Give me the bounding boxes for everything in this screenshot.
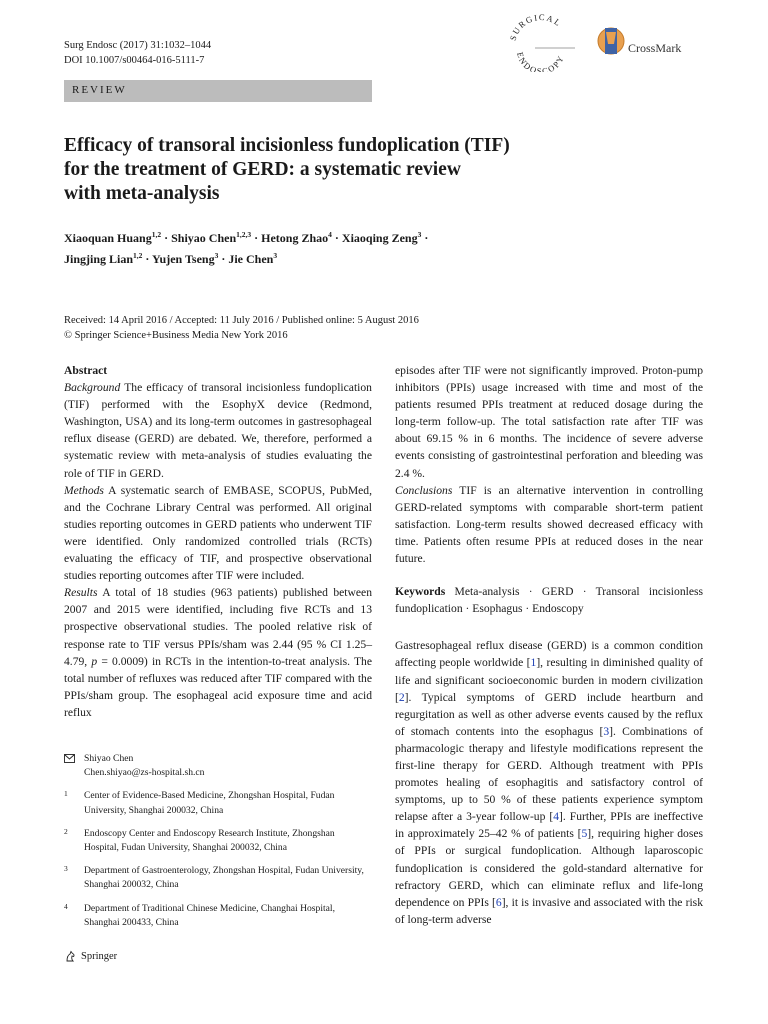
header-logos [505,14,715,72]
affiliation-note [64,902,372,930]
results-continued: episodes after TIF were not significantly improved. Proton-pump inhibitors (PPIs) usage increased with time and most of the patients resumed PPIs treatment at reduced dosage during the long-term follow-up. The total satisfaction rate after TIF was about 69.15 % in 6 months. The incidence of severe adverse events consisting of gastrointestinal perforation and bleeding was 2.4 %. [395,364,703,480]
keywords [395,583,703,617]
abstract-left-column [64,362,372,721]
abstract-heading: Abstract [64,364,108,377]
correspondence-note [64,752,372,780]
publisher-name[interactable]: Springer [81,951,118,962]
history-line: Received: 14 April 2016 / Accepted: 11 July 2016 / Published online: 5 August 2016 [64,315,419,326]
title-line: for the treatment of GERD: a systematic review [64,159,461,180]
results-text: = 0.0009) in RCTs in the intention-to-treat analysis. The total number of refluxes was reduced after TIF compared with the PPIs/sham group. The esophageal acid exposure time and acid reflux [64,654,372,719]
envelope-icon [64,754,75,763]
author-affiliation: 3 [214,251,219,260]
background-label: Background [64,381,121,395]
intro-text: ]. Further, PPIs are ineffective in approximately 25–42 % of patients [ [395,810,703,841]
copyright-line: © Springer Science+Business Media New York 2016 [64,329,288,341]
citation-link[interactable]: 4 [553,810,560,824]
author-separator: · [145,252,150,266]
affiliation-number: 1 [64,789,68,799]
background-text: The efficacy of transoral incisionless fundoplication (TIF) performed with the EsophyX device (Redmond, Washington, USA) and its long-term outcomes in gastresophageal reflux disease (GERD) are debated. We, therefore, performed a systematic review with meta-analysis of studies evaluating the role of TIF in GERD. [64,381,372,480]
title-line: with meta-analysis [64,183,220,204]
publisher-footer [64,950,117,963]
affiliation-text: Department of Traditional Chinese Medicine, Changhai Hospital, Shanghai 200433, China [84,902,335,928]
footnotes [64,752,372,939]
intro-text: ]. Typical symptoms of GERD include heartburn and regurgitation as well as other adverse events caused by the reflux of stomach contents into the esophagus [ [395,690,703,738]
citation-link[interactable]: 1 [530,656,537,670]
affiliation-note [64,789,372,817]
author-line [64,247,584,268]
intro-text: Gastresophageal reflux disease (GERD) is a common condition affecting people worldwide [ [395,639,703,670]
article-title [64,134,624,206]
author-name[interactable]: Hetong Zhao [261,231,329,245]
intro-text: ]. Combinations of pharmacologic therapy and lifestyle modifications represent the first-line therapy for GERD. Although treatment with PPIs promotes healing of esophagitis and satisfactory control of symptoms, up to 50 % of these patients experience symptom relapse after a 3-year follow-up [ [395,724,703,824]
results-label: Results [64,586,98,600]
methods-label: Methods [64,483,104,497]
results-text: A total of 18 studies (963 patients) published between 2007 and 2015 were identified, including five RCTs and 13 prospective observational studies. The pooled relative risk of response rate to TIF versus PPIs/sham was 2.44 (95 % CI 1.25–4.79, [64,586,372,668]
keywords-text: Meta-analysis · GERD · Transoral incisionless fundoplication · Esophagus · Endoscopy [395,585,704,616]
correspondence-name: Shiyao Chen [84,753,134,764]
intro-text: ], requiring higher doses of PPIs or surgical fundoplication. Although laparoscopic fundoplication is considered the gold-standard alternative for refractory GERD, which can eliminate reflux and life-long dependence on PPIs [ [395,827,703,909]
section-label-bar [64,80,372,102]
conclusions-text: TIF is an alternative intervention in controlling GERD-related symptoms with comparable short-term patient satisfaction. Long-term results showed decreased efficacy with time. Patients often resume PPIs at reduced doses in the near future. [395,483,703,566]
citation-link[interactable]: 6 [495,895,502,909]
abstract-right-column [395,362,703,928]
crossmark-icon[interactable] [597,24,625,60]
citation-link[interactable]: 5 [581,827,588,841]
affiliation-number: 2 [64,826,68,836]
affiliation-note [64,864,372,892]
author-name[interactable]: Yujen Tseng [151,252,215,266]
journal-citation: Surg Endosc (2017) 31:1032–1044 [64,40,212,51]
abstract-methods [64,482,372,585]
author-affiliation: 1,2 [151,230,162,239]
title-line: Efficacy of transoral incisionless fundoplication (TIF) [64,135,510,156]
author-name[interactable]: Xiaoquan Huang [64,231,152,245]
citation-link[interactable]: 2 [398,690,405,704]
author-list [64,226,584,268]
p-value-symbol: p [91,654,98,668]
introduction-paragraph [395,637,703,928]
affiliation-text: Endoscopy Center and Endoscopy Research Institute, Zhongshan Hospital, Fudan University, Shanghai 200032, China [84,827,335,854]
intro-text: ], it is invasive and associated with the risk of long-term adverse [395,895,703,926]
abstract-background [64,379,372,482]
abstract-results [64,584,372,721]
author-affiliation: 1,2 [133,251,143,260]
abstract-conclusions [395,482,703,567]
section-label: REVIEW [72,84,127,96]
author-affiliation: 3 [417,230,422,239]
keywords-heading: Keywords [395,585,446,599]
author-separator: · [424,231,429,245]
svg-text:SURGICAL [508,14,564,42]
author-name[interactable]: Xiaoqing Zeng [341,231,418,245]
crossmark-label[interactable]: CrossMark [628,41,682,55]
publication-dates [64,314,419,343]
affiliation-text: Department of Gastroenterology, Zhongshan Hospital, Fudan University, Shanghai 200032, China [84,865,364,891]
springer-horse-icon [64,950,77,963]
affiliation-text: Center of Evidence-Based Medicine, Zhongshan Hospital, Fudan University, Shanghai 200032, China [84,790,335,816]
author-separator: · [254,231,259,245]
affiliation-number: 3 [64,864,68,874]
author-name[interactable]: Shiyao Chen [171,231,237,245]
author-name[interactable]: Jie Chen [228,252,274,266]
doi[interactable]: DOI 10.1007/s00464-016-5111-7 [64,55,205,66]
conclusions-label: Conclusions [395,483,453,497]
author-separator: · [164,231,169,245]
author-line [64,226,584,247]
author-affiliation: 4 [328,230,332,239]
author-separator: · [334,231,339,245]
affiliation-number: 4 [64,901,68,911]
journal-logo-text: SURGICAL [507,14,564,42]
author-name[interactable]: Jingjing Lian [64,252,134,266]
intro-text: ], resulting in diminished quality of life and significant socioeconomic burden in modern civilization [ [395,656,703,704]
author-separator: · [221,252,226,266]
correspondence-email[interactable]: Chen.shiyao@zs-hospital.sh.cn [84,767,205,779]
author-affiliation: 1,2,3 [236,230,252,239]
affiliation-note [64,827,372,855]
methods-text: A systematic search of EMBASE, SCOPUS, PubMed, and the Cochrane Library Central was performed. All original studies reporting outcomes in GERD patients who underwent TIF were identified. Only randomized controlled trials (RCTs) evaluating the efficacy of TIF, and prospective observational studies reporting outcomes after TIF were included. [64,483,372,583]
author-affiliation: 3 [273,251,278,260]
citation-link[interactable]: 3 [603,724,610,738]
svg-text:ENDOSCOPY: ENDOSCOPY [515,50,567,72]
